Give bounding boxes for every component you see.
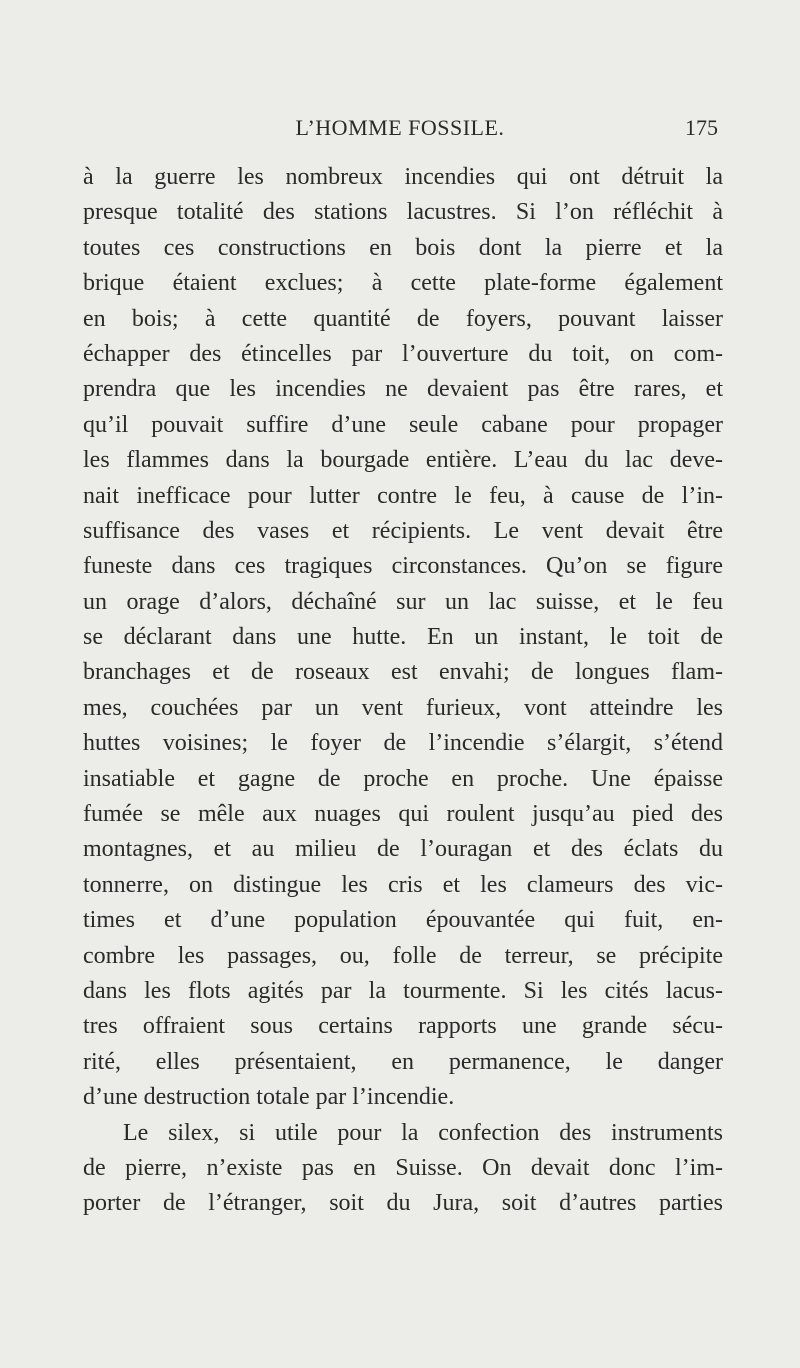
text-line: nait inefficace pour lutter contre le feu, à cause de l’in-	[83, 482, 723, 509]
text-line: de pierre, n’existe pas en Suisse. On devait donc l’im-	[83, 1154, 723, 1181]
text-line: en bois; à cette quantité de foyers, pouvant laisser	[83, 305, 723, 332]
text-line: toutes ces constructions en bois dont la pierre et la	[83, 234, 723, 261]
text-line: tres offraient sous certains rapports une grande sécu-	[83, 1013, 723, 1040]
text-line: fumée se mêle aux nuages qui roulent jusqu’au pied des	[83, 801, 723, 828]
text-line: d’une destruction totale par l’incendie.	[83, 1084, 455, 1111]
text-line: se déclarant dans une hutte. En un instant, le toit de	[83, 624, 723, 651]
text-line: dans les flots agités par la tourmente. Si les cités lacus-	[83, 977, 723, 1004]
text-line: branchages et de roseaux est envahi; de longues flam-	[83, 659, 723, 686]
text-line: insatiable et gagne de proche en proche. Une épaisse	[83, 765, 723, 792]
text-line: prendra que les incendies ne devaient pas être rares, et	[83, 376, 723, 403]
text-line: funeste dans ces tragiques circonstances. Qu’on se figure	[83, 553, 723, 580]
page-number: 175	[685, 115, 718, 140]
text-line: à la guerre les nombreux incendies qui ont détruit la	[83, 164, 723, 190]
text-line: mes, couchées par un vent furieux, vont atteindre les	[83, 694, 723, 721]
text-line: qu’il pouvait suffire d’une seule cabane pour propager	[83, 411, 723, 438]
text-line: times et d’une population épouvantée qui fuit, en-	[83, 907, 723, 934]
text-line: brique étaient exclues; à cette plate-forme également	[83, 270, 723, 297]
text-line: huttes voisines; le foyer de l’incendie s’élargit, s’étend	[83, 730, 723, 757]
text-line: Le silex, si utile pour la confection des instruments	[123, 1119, 723, 1146]
text-line: échapper des étincelles par l’ouverture du toit, on com-	[83, 340, 723, 367]
text-line: montagnes, et au milieu de l’ouragan et des éclats du	[83, 836, 723, 863]
text-line: suffisance des vases et récipients. Le vent devait être	[83, 517, 723, 544]
body-text	[83, 160, 723, 1222]
text-line: porter de l’étranger, soit du Jura, soit d’autres parties	[83, 1190, 723, 1217]
text-line: rité, elles présentaient, en permanence, le danger	[83, 1048, 723, 1075]
text-line: un orage d’alors, déchaîné sur un lac suisse, et le feu	[83, 588, 723, 615]
running-title: L’HOMME FOSSILE.	[295, 115, 505, 140]
text-line: tonnerre, on distingue les cris et les clameurs des vic-	[83, 871, 723, 898]
text-line: combre les passages, ou, folle de terreur, se précipite	[83, 942, 723, 969]
text-line: presque totalité des stations lacustres. Si l’on réfléchit à	[83, 199, 723, 226]
text-line: les flammes dans la bourgade entière. L’eau du lac deve-	[83, 447, 723, 474]
